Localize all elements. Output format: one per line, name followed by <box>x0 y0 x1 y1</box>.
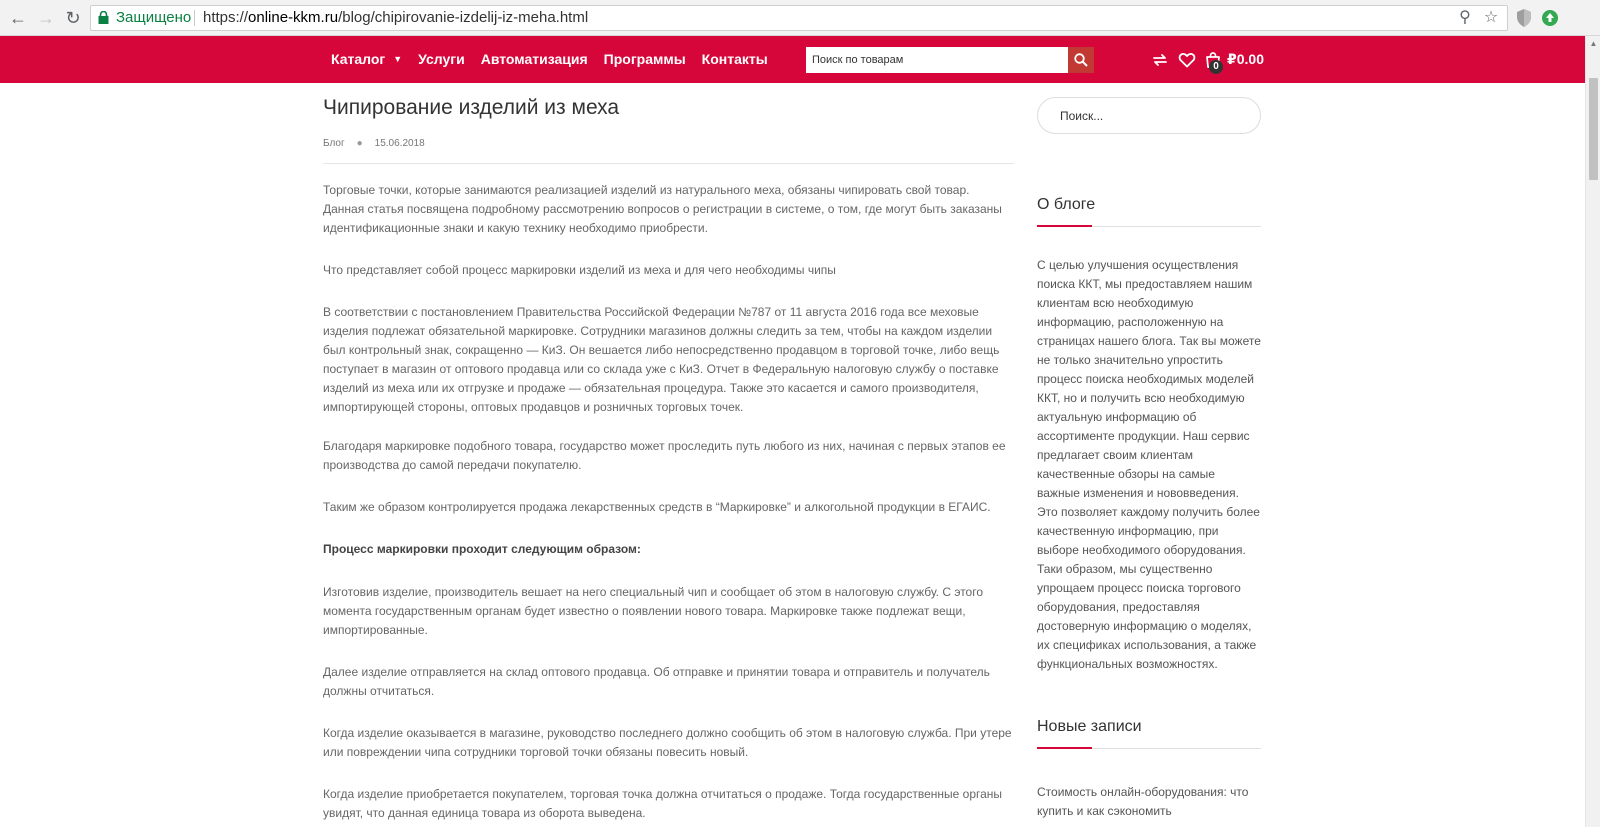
url-path: /blog/chipirovanie-izdelij-iz-meha.html <box>338 9 589 26</box>
update-extension-icon[interactable] <box>1540 8 1560 28</box>
paragraph: Таким же образом контролируется продажа лекарственных средств в “Маркировке” и алкогольной продукции в ЕГАИС. <box>323 500 991 514</box>
product-search <box>806 47 1094 73</box>
address-separator <box>194 10 195 26</box>
address-bar[interactable] <box>90 5 1508 31</box>
forward-arrow-icon[interactable]: → <box>37 8 55 28</box>
paragraph: Благодаря маркировке подобного товара, государство может проследить путь любого из них, начиная с первых этапов ее производства до самой передачи покупателю. <box>323 439 1006 472</box>
about-widget-text: С целью улучшения осуществления поиска ККТ, мы предоставляем нашим клиентам всю необходимую информацию, расположенную на страницах нашего блога. Так вы можете не только значительно упростить процесс поиска необходимых моделей ККТ, но и получить всю необходимую актуальную информацию об ассортименте продукции. Наш сервис предлагает своим клиентам качественные обзоры на самые важные изменения и нововведения. Это позволяет каждому получить более качественную информацию, при выборе необходимого оборудования. Таки образом, мы существенно упрощаем процесс поиска торгового оборудования, предоставляя достоверную информацию о моделях, их спецификах использования, а также функциональных возможностях. <box>1037 258 1261 671</box>
paragraph-heading: Процесс маркировки проходит следующим образом: <box>323 542 641 556</box>
paragraph: В соответствии с постановлением Правительства Российской Федерации №787 от 11 августа 2016 года все меховые изделия подлежат обязательной маркировке. Сотрудники магазинов должны следить за тем, чтобы на каждом изделии был контрольный знак, сокращенно — КиЗ. Он вешается либо непосредственно продавцом в торговой точке, либо вещь поступает в магазин от оптового продавца или со склада уже с КиЗ. Отчет в Федеральную налоговую службу о поставке изделий из меха или их отгрузке и продаже — обязательная процедура. Также это касается и самого производителя, импортирующей стороны, оптовых продавцов и розничных торговых точек. <box>323 305 1000 414</box>
product-search-input[interactable] <box>806 47 1068 73</box>
main-menu <box>331 51 784 67</box>
reload-icon[interactable]: ↻ <box>65 8 81 28</box>
product-search-button[interactable] <box>1068 47 1094 73</box>
paragraph: Когда изделие приобретается покупателем, торговая точка должна отчитаться о продаже. Тогда государственные органы увидят, что данная единица товара из оборота выведена. <box>323 787 1003 820</box>
bookmark-star-icon[interactable]: ☆ <box>1483 9 1499 26</box>
url-host: online-kkm.ru <box>248 9 339 26</box>
site-header <box>0 36 1600 83</box>
menu-item-programs[interactable]: Программы <box>603 51 686 67</box>
menu-item-services[interactable]: Услуги <box>418 51 465 67</box>
recent-posts-title: Новые записи <box>1037 718 1142 735</box>
about-widget-title: О блоге <box>1037 196 1096 213</box>
menu-item-label: Каталог <box>331 51 386 67</box>
menu-item-automation[interactable]: Автоматизация <box>480 51 588 67</box>
back-arrow-icon[interactable]: ← <box>9 8 27 28</box>
secure-label: Защищено <box>116 9 192 26</box>
widget-title-line <box>1037 748 1261 749</box>
browser-toolbar <box>0 0 1600 36</box>
paragraph: Торговые точки, которые занимаются реализацией изделий из натурального меха, обязаны чипировать свой товар. Данная статья посвящена подробному рассмотрению вопросов о регистрации в системе, о том, где могут быть заказаны идентификационные знаки и какую технику необходимо приобрести. <box>323 183 1002 235</box>
wishlist-heart-icon[interactable] <box>1177 50 1197 70</box>
widget-title-line <box>1037 226 1261 227</box>
url-scheme: https:// <box>203 9 249 26</box>
blog-search-input[interactable] <box>1037 97 1261 134</box>
compare-icon[interactable] <box>1150 50 1170 70</box>
post-category-link[interactable]: Блог <box>323 138 345 149</box>
paragraph: Что представляет собой процесс маркировки изделий из меха и для чего необходимы чипы <box>323 263 836 277</box>
search-icon <box>1074 53 1088 67</box>
url-text <box>203 6 588 30</box>
cart-count-badge: 0 <box>1209 60 1223 74</box>
caret-down-icon: ▼ <box>393 54 403 64</box>
menu-item-contacts[interactable]: Контакты <box>701 51 768 67</box>
title-divider <box>323 163 1014 164</box>
paragraph: Далее изделие отправляется на склад оптового продавца. Об отправке и принятии товара и отправитель и получатель должны отчитаться. <box>323 665 990 698</box>
zoom-icon[interactable]: ⚲ <box>1459 9 1471 26</box>
recent-post-link[interactable]: Стоимость онлайн-оборудования: что купить и как сэкономить <box>1037 785 1249 818</box>
scroll-up-icon[interactable]: ▲ <box>1589 39 1598 48</box>
paragraph: Изготовив изделие, производитель вешает на него специальный чип и сообщает об этом в налоговую службу. С этого момента государственным органам будет известно о появлении нового товара. Маркировке также подлежат вещи, импортированные. <box>323 585 984 637</box>
post-meta <box>323 138 425 149</box>
shield-extension-icon[interactable] <box>1514 8 1534 28</box>
menu-item-catalog[interactable] <box>331 51 402 67</box>
lock-icon <box>98 11 109 24</box>
post-date: 15.06.2018 <box>374 138 425 149</box>
page-title: Чипирование изделий из меха <box>323 96 620 119</box>
meta-dot-icon: ● <box>356 138 363 149</box>
scroll-thumb[interactable] <box>1589 78 1598 180</box>
paragraph: Когда изделие оказывается в магазине, руководство последнего должно сообщить об этом в налоговую служба. При утере или повреждении чипа сотрудники торговой точки обязаны повесить новый. <box>323 726 1012 759</box>
cart-total[interactable]: ₽0.00 <box>1227 51 1264 67</box>
page-scrollbar[interactable] <box>1585 36 1600 827</box>
